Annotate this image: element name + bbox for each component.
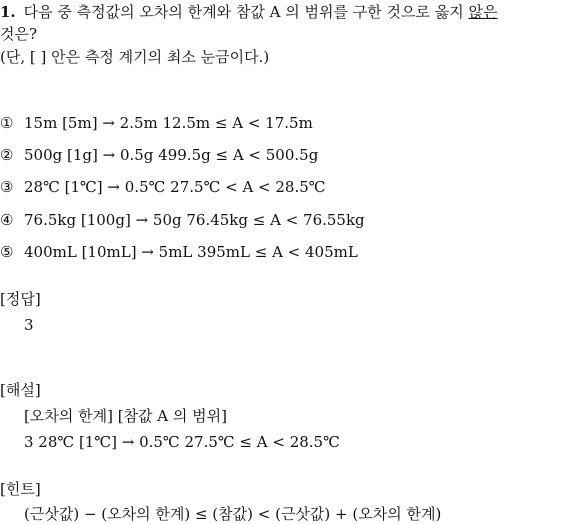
question-stem-underlined: 않은 [468, 3, 498, 21]
option-1-text: 15m [5m] → 2.5m 12.5m ≤ A < 17.5m [24, 114, 313, 132]
option-1-number: ① [0, 114, 14, 132]
hint-label: [힌트] [0, 480, 41, 498]
option-2-number: ② [0, 146, 14, 164]
option-4-text: 76.5kg [100g] → 50g 76.45kg ≤ A < 76.55kg [24, 211, 365, 229]
option-2-text: 500g [1g] → 0.5g 499.5g ≤ A < 500.5g [24, 146, 319, 164]
explanation-line1: [오차의 한계] [참값 A 의 범위] [24, 407, 227, 425]
option-5-number: ⑤ [0, 243, 14, 261]
option-1 [0, 113, 313, 133]
question-note: (단, [ ] 안은 측정 계기의 최소 눈금이다.) [0, 48, 270, 66]
option-5 [0, 242, 358, 262]
answer-value: 3 [24, 316, 34, 334]
answer-label: [정답] [0, 290, 41, 308]
option-4-number: ④ [0, 211, 14, 229]
question-stem-text: 다음 중 측정값의 오차의 한계와 참값 A 의 범위를 구한 것으로 옳지 [23, 3, 469, 21]
question-stem-line1 [0, 2, 497, 22]
question-stem-line2: 것은? [0, 25, 38, 43]
option-3 [0, 177, 326, 197]
option-2 [0, 145, 318, 165]
option-3-number: ③ [0, 178, 14, 196]
option-5-text: 400mL [10mL] → 5mL 395mL ≤ A < 405mL [24, 243, 358, 261]
hint-text: (근삿값) − (오차의 한계) ≤ (참값) < (근삿값) + (오차의 한계) [24, 505, 442, 523]
option-4 [0, 210, 365, 230]
question-number: 1. [0, 3, 16, 21]
explanation-line2: 3 28℃ [1℃] → 0.5℃ 27.5℃ ≤ A < 28.5℃ [24, 433, 340, 451]
explanation-label: [해설] [0, 381, 41, 399]
option-3-text: 28℃ [1℃] → 0.5℃ 27.5℃ < A < 28.5℃ [24, 178, 326, 196]
